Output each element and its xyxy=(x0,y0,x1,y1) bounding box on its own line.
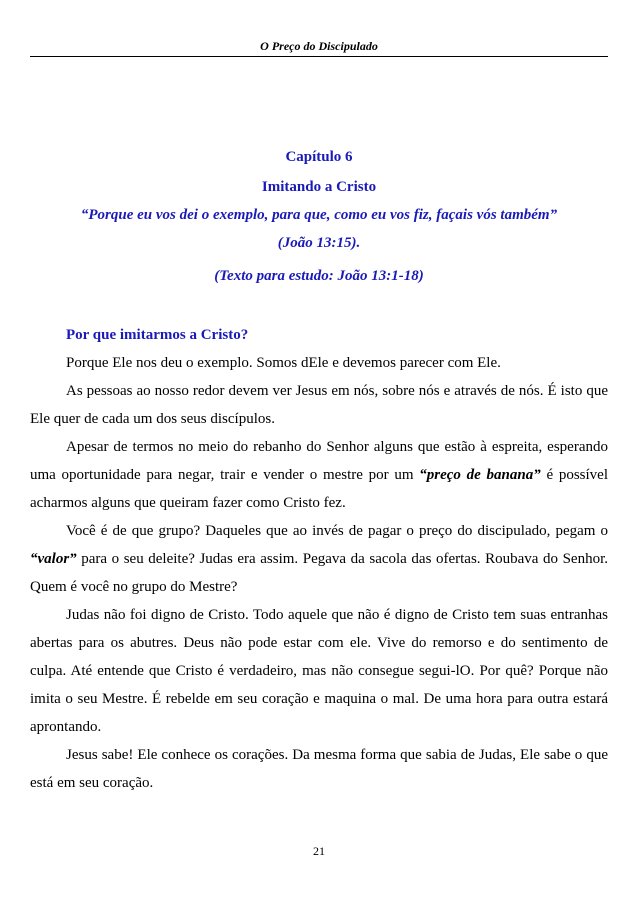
epigraph-citation: (João 13:15). xyxy=(277,235,361,251)
emphasized-phrase: “valor” xyxy=(30,551,77,567)
paragraph: Jesus sabe! Ele conhece os corações. Da mesma forma que sabia de Judas, Ele sabe o que está em seu coração. xyxy=(30,747,608,791)
study-reference: (Texto para estudo: João 13:1-18) xyxy=(214,268,424,284)
paragraph-text: é possível acharmos alguns que queiram fazer como Cristo fez. xyxy=(30,467,609,511)
page-number: 21 xyxy=(313,844,325,858)
section-heading: Por que imitarmos a Cristo? xyxy=(66,327,249,343)
running-header: O Preço do Discipulado xyxy=(260,39,378,53)
paragraph: Judas não foi digno de Cristo. Todo aquele que não é digno de Cristo tem suas entranhas abertas para os abutres. Deus não pode estar com ele. Vive do remorso e do sentimento de culpa. Até entende que Cristo é verdadeiro, mas não consegue segui-lO. Por quê? Porque não imita o seu Mestre. É rebelde em seu coração e maquina o mal. De uma hora para outra estará aprontando. xyxy=(30,607,608,735)
paragraph: Porque Ele nos deu o exemplo. Somos dEle e devemos parecer com Ele. xyxy=(66,355,501,371)
paragraph-text: Apesar de termos no meio do rebanho do Senhor alguns que estão à espreita, esperando uma oportunidade para negar, trair e vender o mestre por um xyxy=(30,439,608,483)
paragraph: As pessoas ao nosso redor devem ver Jesus em nós, sobre nós e através de nós. É isto que Ele quer de cada um dos seus discípulos. xyxy=(30,383,608,427)
emphasized-phrase: “preço de banana” xyxy=(419,467,541,483)
paragraph xyxy=(30,433,608,517)
chapter-body xyxy=(30,321,608,797)
paragraph-text: Você é de que grupo? Daqueles que ao invés de pagar o preço do discipulado, pegam o xyxy=(66,523,608,539)
paragraph xyxy=(30,517,608,601)
chapter-number: Capítulo 6 xyxy=(285,149,353,165)
chapter-title: Imitando a Cristo xyxy=(261,179,377,195)
paragraph-text: para o seu deleite? Judas era assim. Pegava da sacola das ofertas. Roubava do Senhor. Quem é você no grupo do Mestre? xyxy=(30,551,608,595)
epigraph-quote: “Porque eu vos dei o exemplo, para que, como eu vos fiz, façais vós também” xyxy=(80,207,558,223)
header-divider xyxy=(30,56,608,57)
